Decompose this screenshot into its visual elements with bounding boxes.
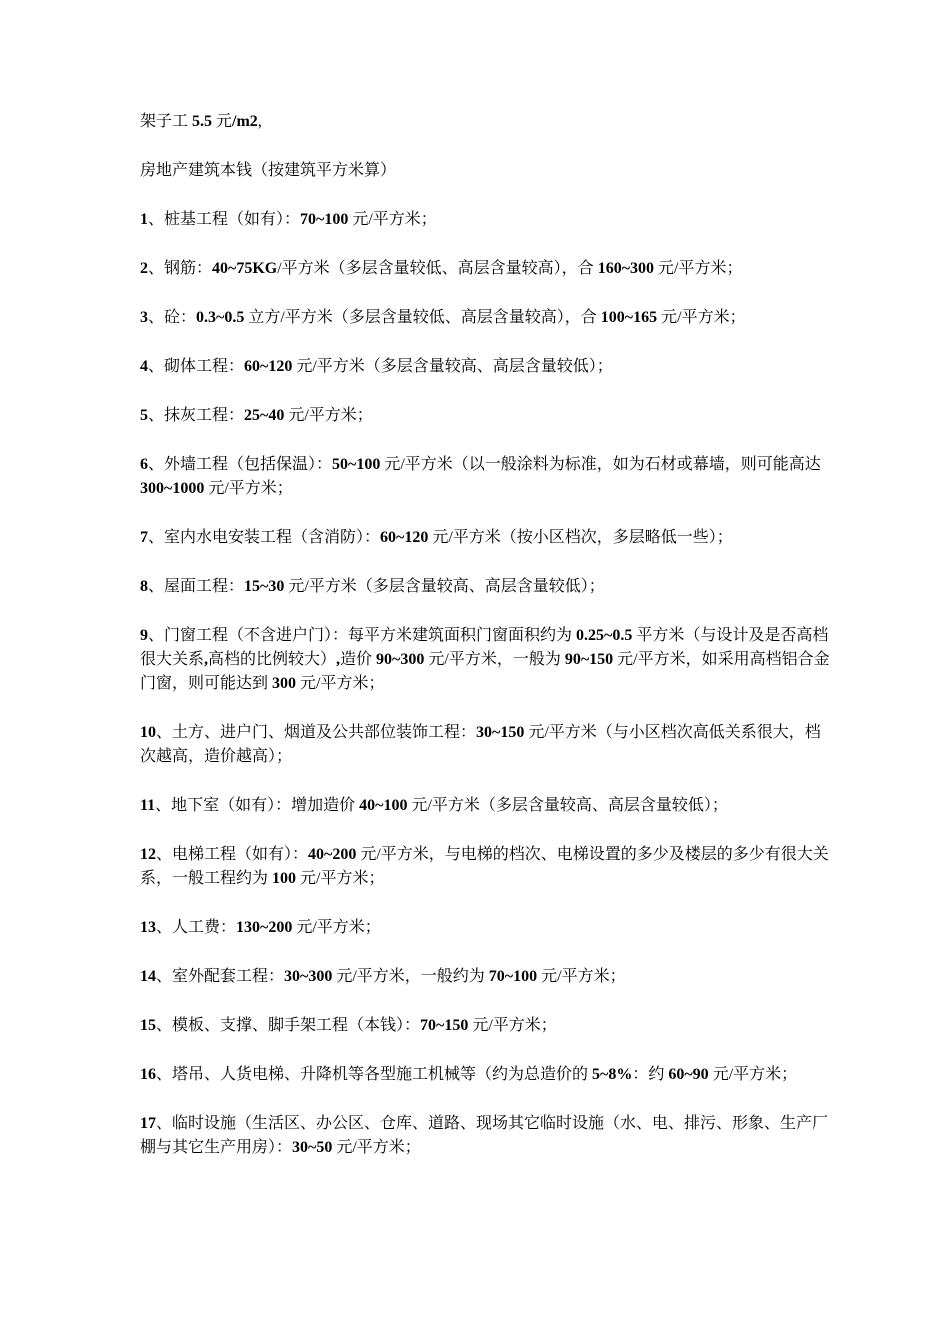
text-segment: 、抹灰工程： — [148, 407, 245, 424]
bold-text: 130~200 — [236, 919, 293, 936]
bold-text: 7 — [140, 529, 148, 546]
paragraph — [140, 526, 830, 550]
paragraph — [140, 110, 830, 134]
bold-text: 300 — [272, 675, 297, 692]
paragraph — [140, 1014, 830, 1038]
text-segment: 元/平方米（多层含量较高、高层含量较低）； — [407, 797, 728, 814]
text-segment: 元/平方米； — [296, 870, 385, 887]
text-segment: 元/平方米（以一般涂料为标准，如为石材或幕墙，则可能高达 — [380, 456, 821, 473]
bold-text: /m2 — [232, 113, 258, 130]
text-segment: 元/平方米； — [657, 309, 746, 326]
text-segment: 元/平方米（按小区档次，多层略低一些）； — [428, 529, 733, 546]
paragraph — [140, 355, 830, 379]
bold-text: 13 — [140, 919, 156, 936]
text-segment: 架子工 — [140, 113, 193, 130]
bold-text: 60~120 — [380, 529, 429, 546]
bold-text: 70~150 — [420, 1017, 469, 1034]
text-segment: 元/平方米，如采用高档铝合金门窗，则可能达到 — [140, 651, 830, 692]
paragraph — [140, 721, 830, 769]
bold-text: 10 — [140, 724, 156, 741]
bold-text: 160~300 — [597, 260, 655, 277]
bold-text: 8 — [140, 578, 148, 595]
text-segment: 元/平方米； — [332, 1139, 421, 1156]
bold-text: 16 — [140, 1066, 156, 1083]
text-segment: , — [257, 113, 262, 130]
bold-text: 40~100 — [359, 797, 408, 814]
paragraph — [140, 1112, 830, 1160]
bold-text: 0.3~0.5 — [196, 309, 245, 326]
bold-text: 6 — [140, 456, 148, 473]
text-segment: 、外墙工程（包括保温）： — [148, 456, 333, 473]
paragraph — [140, 965, 830, 989]
bold-text: 25~40 — [244, 407, 285, 424]
text-segment: 元/平方米； — [537, 968, 626, 985]
bold-text: 1 — [140, 211, 148, 228]
text-segment: 元/平方米（与小区档次高低关系很大，档次越高，造价越高）； — [140, 724, 821, 765]
text-segment: 、砌体工程： — [148, 358, 245, 375]
bold-text: 60~120 — [244, 358, 293, 375]
text-segment: 、土方、进户门、烟道及公共部位装饰工程： — [156, 724, 477, 741]
bold-text: 4 — [140, 358, 148, 375]
text-segment: 元/平方米； — [348, 211, 437, 228]
text-segment: 高档的比例较大） — [208, 651, 337, 668]
paragraph — [140, 208, 830, 232]
text-segment: 元/平方米，与电梯的档次、电梯设置的多少及楼层的多少有很大关系，一般工程约为 — [140, 846, 829, 887]
bold-text: 40~200 — [308, 846, 357, 863]
bold-text: 9 — [140, 627, 148, 644]
bold-text: 12 — [140, 846, 156, 863]
text-segment: 、屋面工程： — [148, 578, 245, 595]
bold-text: , — [204, 651, 209, 668]
text-segment: 、桩基工程（如有）： — [148, 211, 301, 228]
text-segment: /平方米（多层含量较低、高层含量较高），合 — [277, 260, 598, 277]
bold-text: 2 — [140, 260, 148, 277]
paragraph — [140, 257, 830, 281]
text-segment: 立方/平方米（多层含量较低、高层含量较高），合 — [244, 309, 601, 326]
bold-text: 100~165 — [600, 309, 658, 326]
text-segment: 元/平方米； — [292, 919, 381, 936]
text-segment: 元/平方米； — [284, 407, 373, 424]
paragraph — [140, 159, 830, 183]
text-segment: 、塔吊、人货电梯、升降机等各型施工机械等（约为总造价的 — [156, 1066, 593, 1083]
bold-text: 50~100 — [332, 456, 381, 473]
bold-text: 17 — [140, 1115, 156, 1132]
bold-text: 15 — [140, 1017, 156, 1034]
bold-text: 5.5 — [192, 113, 213, 130]
bold-text: 100 — [272, 870, 297, 887]
bold-text: 40~75KG — [212, 260, 278, 277]
bold-text: 15~30 — [244, 578, 285, 595]
paragraph — [140, 1063, 830, 1087]
bold-text: 300~1000 — [140, 480, 205, 497]
bold-text: 11 — [140, 797, 156, 814]
bold-text: 5 — [140, 407, 148, 424]
text-segment: 、电梯工程（如有）： — [156, 846, 309, 863]
text-segment: 元/平方米； — [468, 1017, 557, 1034]
text-segment: 、钢筋： — [148, 260, 213, 277]
bold-text: 60~90 — [668, 1066, 709, 1083]
paragraph — [140, 575, 830, 599]
text-segment: 、室外配套工程： — [156, 968, 285, 985]
bold-text: , — [336, 651, 341, 668]
text-segment: 元/平方米； — [654, 260, 743, 277]
bold-text: 90~150 — [564, 651, 614, 668]
text-segment: 元/平方米（多层含量较高、高层含量较低）； — [284, 578, 605, 595]
paragraph — [140, 306, 830, 330]
paragraph — [140, 916, 830, 940]
paragraph — [140, 843, 830, 891]
paragraph — [140, 794, 830, 818]
text-segment: 元/平方米，一般约为 — [332, 968, 489, 985]
bold-text: 3 — [140, 309, 148, 326]
text-segment: 房地产建筑本钱（按建筑平方米算） — [140, 162, 397, 179]
text-segment: 元 — [212, 113, 233, 130]
text-segment: 元/平方米，一般为 — [424, 651, 565, 668]
text-segment: 元/平方米； — [204, 480, 293, 497]
bold-text: 0.25~0.5 — [576, 627, 633, 644]
bold-text: 14 — [140, 968, 156, 985]
text-segment: 、地下室（如有）：增加造价 — [155, 797, 360, 814]
text-segment: 、砼： — [148, 309, 197, 326]
bold-text: 90~300 — [376, 651, 425, 668]
text-segment: 平方米（与设计及是否高档很大关系 — [140, 627, 829, 668]
bold-text: 70~100 — [300, 211, 349, 228]
text-segment: 造价 — [340, 651, 377, 668]
text-segment: 、门窗工程（不含进户门）：每平方米建筑面积门窗面积约为 — [148, 627, 577, 644]
paragraph — [140, 624, 830, 696]
paragraph — [140, 404, 830, 428]
paragraph — [140, 453, 830, 501]
bold-text: 30~50 — [292, 1139, 333, 1156]
text-segment: 元/平方米； — [708, 1066, 798, 1083]
bold-text: 30~150 — [476, 724, 525, 741]
text-segment: 元/平方米； — [296, 675, 385, 692]
document-body — [140, 110, 830, 1185]
bold-text: 30~300 — [284, 968, 333, 985]
bold-text: 70~100 — [488, 968, 538, 985]
text-segment: 、模板、支撑、脚手架工程（本钱）： — [156, 1017, 421, 1034]
bold-text: 5~8% — [592, 1066, 633, 1083]
text-segment: 、人工费： — [156, 919, 237, 936]
text-segment: 元/平方米（多层含量较高、高层含量较低）； — [292, 358, 613, 375]
text-segment: ：约 — [632, 1066, 669, 1083]
text-segment: 、室内水电安装工程（含消防）： — [148, 529, 381, 546]
text-segment: 、临时设施（生活区、办公区、仓库、道路、现场其它临时设施（水、电、排污、形象、生产厂棚与其它生产用房）： — [140, 1115, 829, 1156]
